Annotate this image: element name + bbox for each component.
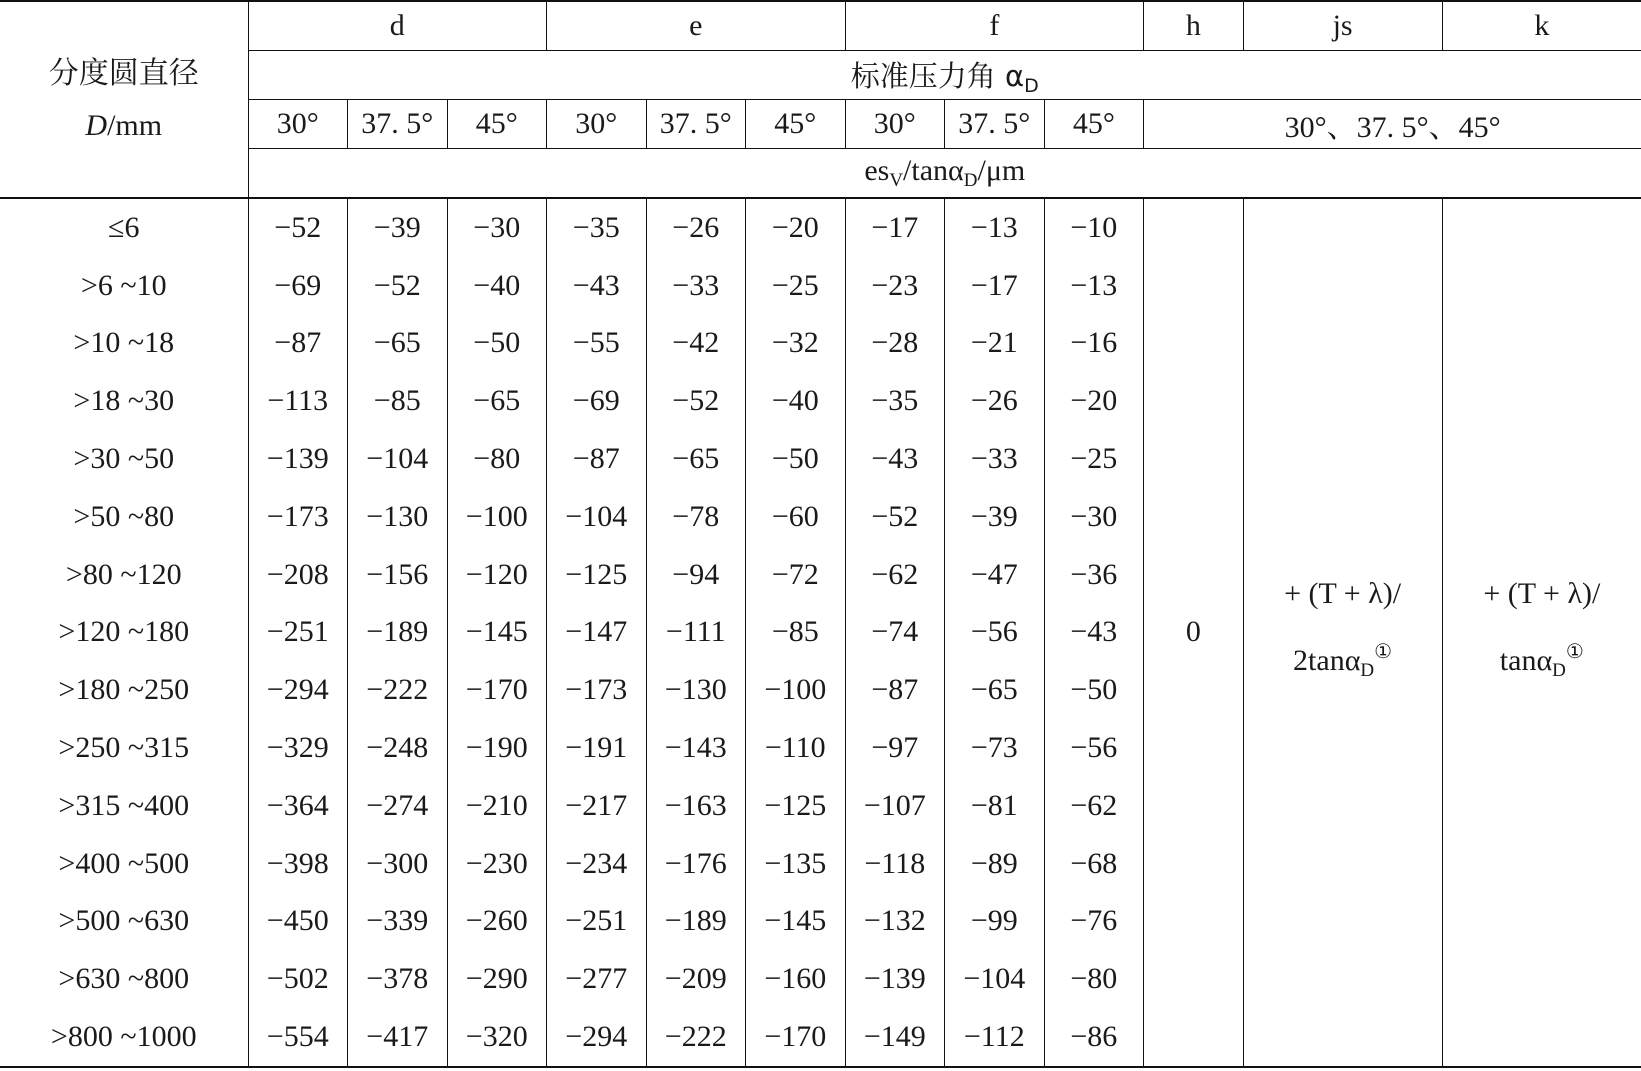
deviation-value: −170 <box>447 661 547 719</box>
deviation-value: −147 <box>547 604 647 662</box>
deviation-value: −89 <box>945 835 1045 893</box>
angle-f-30: 30° <box>845 100 945 149</box>
deviation-value: −26 <box>646 198 746 257</box>
k-formula-line2: tanα$_D$① <box>1499 640 1584 681</box>
deviation-value: −39 <box>945 488 1045 546</box>
deviation-value: −21 <box>945 315 1045 373</box>
deviation-value: −97 <box>845 719 945 777</box>
deviation-value: −173 <box>248 488 348 546</box>
deviation-value: −100 <box>746 661 846 719</box>
diameter-range: >18 ~30 <box>73 384 175 418</box>
deviation-value: −68 <box>1044 835 1144 893</box>
deviation-value: −339 <box>348 893 448 951</box>
deviation-value: −65 <box>348 315 448 373</box>
diameter-label-unit: D/mm <box>85 108 163 142</box>
deviation-value: −72 <box>746 546 846 604</box>
deviation-value: −329 <box>248 719 348 777</box>
deviation-value: −40 <box>746 372 846 430</box>
deviation-value: −35 <box>547 198 647 257</box>
deviation-value: −130 <box>646 661 746 719</box>
deviation-value: −80 <box>1044 950 1144 1008</box>
deviation-value: −110 <box>746 719 846 777</box>
deviation-value: −277 <box>547 950 647 1008</box>
deviation-value: −30 <box>447 198 547 257</box>
js-footnote-mark: ① <box>1374 640 1393 663</box>
deviation-value: −86 <box>1044 1008 1144 1067</box>
deviation-value: −125 <box>746 777 846 835</box>
diameter-range: >120 ~180 <box>58 615 190 649</box>
angle-f-45: 45° <box>1044 100 1144 149</box>
deviation-value: −28 <box>845 315 945 373</box>
deviation-value: −222 <box>348 661 448 719</box>
deviation-value: −62 <box>1044 777 1144 835</box>
deviation-value: −76 <box>1044 893 1144 951</box>
deviation-value: −52 <box>348 257 448 315</box>
deviation-value: −26 <box>945 372 1045 430</box>
diameter-range: >400 ~500 <box>58 846 190 880</box>
deviation-value: −20 <box>1044 372 1144 430</box>
deviation-value: −222 <box>646 1008 746 1067</box>
deviation-value: −65 <box>447 372 547 430</box>
deviation-value: −78 <box>646 488 746 546</box>
deviation-value: −189 <box>646 893 746 951</box>
deviation-value: −104 <box>348 430 448 488</box>
deviation-value: −74 <box>845 604 945 662</box>
deviation-value: −112 <box>945 1008 1045 1067</box>
deviation-value: −209 <box>646 950 746 1008</box>
deviation-value: −32 <box>746 315 846 373</box>
deviation-value: −43 <box>1044 604 1144 662</box>
deviation-value: −156 <box>348 546 448 604</box>
deviation-value: −43 <box>547 257 647 315</box>
deviation-value: −111 <box>646 604 746 662</box>
diameter-label-cn: 分度圆直径 <box>48 55 199 91</box>
angles-combined: 30°、37. 5°、45° <box>1144 100 1641 149</box>
table-row <box>0 198 1641 257</box>
deviation-value: −125 <box>547 546 647 604</box>
deviation-value: −87 <box>547 430 647 488</box>
group-header-js: js <box>1243 1 1442 51</box>
deviation-value: −50 <box>1044 661 1144 719</box>
deviation-value: −52 <box>646 372 746 430</box>
js-formula-line2: 2tanα$_D$① <box>1293 640 1393 681</box>
k-footnote-mark: ① <box>1565 640 1584 663</box>
diameter-range: >6 ~10 <box>80 268 167 302</box>
deviation-value: −554 <box>248 1008 348 1067</box>
deviation-value: −25 <box>746 257 846 315</box>
deviation-value: −30 <box>1044 488 1144 546</box>
deviation-value: −163 <box>646 777 746 835</box>
deviation-value: −260 <box>447 893 547 951</box>
k-formula <box>1442 198 1641 1067</box>
deviation-value: −40 <box>447 257 547 315</box>
diameter-range: >180 ~250 <box>58 673 190 707</box>
deviation-value: −80 <box>447 430 547 488</box>
deviation-value: −320 <box>447 1008 547 1067</box>
deviation-value: −43 <box>845 430 945 488</box>
js-formula-line1: + (T + λ)/ <box>1284 576 1402 610</box>
deviation-value: −173 <box>547 661 647 719</box>
deviation-value: −36 <box>1044 546 1144 604</box>
deviation-value: −135 <box>746 835 846 893</box>
deviation-value: −290 <box>447 950 547 1008</box>
deviation-value: −65 <box>646 430 746 488</box>
angle-d-30: 30° <box>248 100 348 149</box>
diameter-range: >30 ~50 <box>73 442 175 476</box>
deviation-value: −47 <box>945 546 1045 604</box>
deviation-value: −364 <box>248 777 348 835</box>
deviation-value: −50 <box>746 430 846 488</box>
deviation-value: −87 <box>248 315 348 373</box>
deviation-value: −55 <box>547 315 647 373</box>
deviation-value: −107 <box>845 777 945 835</box>
diameter-range: >50 ~80 <box>73 499 175 533</box>
deviation-value: −145 <box>447 604 547 662</box>
deviation-value: −208 <box>248 546 348 604</box>
deviation-value: −398 <box>248 835 348 893</box>
deviation-value: −69 <box>547 372 647 430</box>
deviation-value: −104 <box>945 950 1045 1008</box>
deviation-value: −23 <box>845 257 945 315</box>
js-formula <box>1243 198 1442 1067</box>
deviation-value: −120 <box>447 546 547 604</box>
deviation-value: −69 <box>248 257 348 315</box>
deviation-value: −13 <box>945 198 1045 257</box>
deviation-value: −118 <box>845 835 945 893</box>
deviation-value: −20 <box>746 198 846 257</box>
deviation-value: −113 <box>248 372 348 430</box>
deviation-value: −62 <box>845 546 945 604</box>
diameter-range: >10 ~18 <box>73 326 175 360</box>
group-header-h: h <box>1144 1 1244 51</box>
deviation-value: −65 <box>945 661 1045 719</box>
deviation-value: −170 <box>746 1008 846 1067</box>
unit-label: $es_V/\tan\alpha_D/\mu m$ <box>248 149 1641 199</box>
group-header-f: f <box>845 1 1144 51</box>
deviation-value: −378 <box>348 950 448 1008</box>
deviation-value: −52 <box>248 198 348 257</box>
deviation-value: −251 <box>248 604 348 662</box>
deviation-value: −35 <box>845 372 945 430</box>
deviation-value: −300 <box>348 835 448 893</box>
diameter-range: >800 ~1000 <box>0 1008 248 1067</box>
angle-d-45: 45° <box>447 100 547 149</box>
deviation-value: −100 <box>447 488 547 546</box>
group-header-d: d <box>248 1 547 51</box>
k-formula-line1: + (T + λ)/ <box>1483 576 1601 610</box>
deviation-value: −132 <box>845 893 945 951</box>
deviation-value: −87 <box>845 661 945 719</box>
deviation-value: −417 <box>348 1008 448 1067</box>
deviation-value: −191 <box>547 719 647 777</box>
deviation-value: −73 <box>945 719 1045 777</box>
deviation-value: −251 <box>547 893 647 951</box>
deviation-value: −10 <box>1044 198 1144 257</box>
h-deviation: 0 <box>1144 198 1244 1067</box>
deviation-value: −56 <box>1044 719 1144 777</box>
angle-e-37-5: 37. 5° <box>646 100 746 149</box>
deviation-value: −104 <box>547 488 647 546</box>
deviation-value: −502 <box>248 950 348 1008</box>
deviation-value: −99 <box>945 893 1045 951</box>
pressure-angle-title: 标准压力角 $\alpha_D$ <box>248 51 1641 100</box>
deviation-value: −274 <box>348 777 448 835</box>
deviation-value: −143 <box>646 719 746 777</box>
angle-f-37-5: 37. 5° <box>945 100 1045 149</box>
deviation-value: −94 <box>646 546 746 604</box>
deviation-value: −189 <box>348 604 448 662</box>
deviation-value: −139 <box>845 950 945 1008</box>
deviation-value: −149 <box>845 1008 945 1067</box>
diameter-range: >630 ~800 <box>58 962 190 996</box>
angle-e-30: 30° <box>547 100 647 149</box>
diameter-range: >315 ~400 <box>58 788 190 822</box>
deviation-value: −85 <box>746 604 846 662</box>
deviation-value: −13 <box>1044 257 1144 315</box>
deviation-value: −25 <box>1044 430 1144 488</box>
diameter-range: >80 ~120 <box>65 557 182 591</box>
deviation-value: −160 <box>746 950 846 1008</box>
diameter-range: ≤6 <box>108 210 140 244</box>
deviation-value: −294 <box>248 661 348 719</box>
deviation-value: −16 <box>1044 315 1144 373</box>
deviation-value: −33 <box>945 430 1045 488</box>
group-header-k: k <box>1442 1 1641 51</box>
deviation-value: −176 <box>646 835 746 893</box>
deviation-value: −17 <box>945 257 1045 315</box>
deviation-value: −139 <box>248 430 348 488</box>
angle-d-37-5: 37. 5° <box>348 100 448 149</box>
deviation-value: −39 <box>348 198 448 257</box>
deviation-value: −50 <box>447 315 547 373</box>
deviation-value: −130 <box>348 488 448 546</box>
deviation-value: −294 <box>547 1008 647 1067</box>
deviation-value: −42 <box>646 315 746 373</box>
deviation-value: −217 <box>547 777 647 835</box>
deviation-value: −52 <box>845 488 945 546</box>
deviation-value: −145 <box>746 893 846 951</box>
deviation-value: −450 <box>248 893 348 951</box>
diameter-range: >250 ~315 <box>58 731 190 765</box>
deviation-value: −210 <box>447 777 547 835</box>
deviation-value: −81 <box>945 777 1045 835</box>
deviation-value: −56 <box>945 604 1045 662</box>
deviation-value: −85 <box>348 372 448 430</box>
group-header-e: e <box>547 1 846 51</box>
deviation-value: −230 <box>447 835 547 893</box>
deviation-value: −234 <box>547 835 647 893</box>
deviation-value: −190 <box>447 719 547 777</box>
deviation-value: −60 <box>746 488 846 546</box>
diameter-header <box>0 1 248 198</box>
diameter-range: >500 ~630 <box>58 904 190 938</box>
deviation-value: −248 <box>348 719 448 777</box>
deviation-value: −33 <box>646 257 746 315</box>
deviation-value: −17 <box>845 198 945 257</box>
angle-e-45: 45° <box>746 100 846 149</box>
